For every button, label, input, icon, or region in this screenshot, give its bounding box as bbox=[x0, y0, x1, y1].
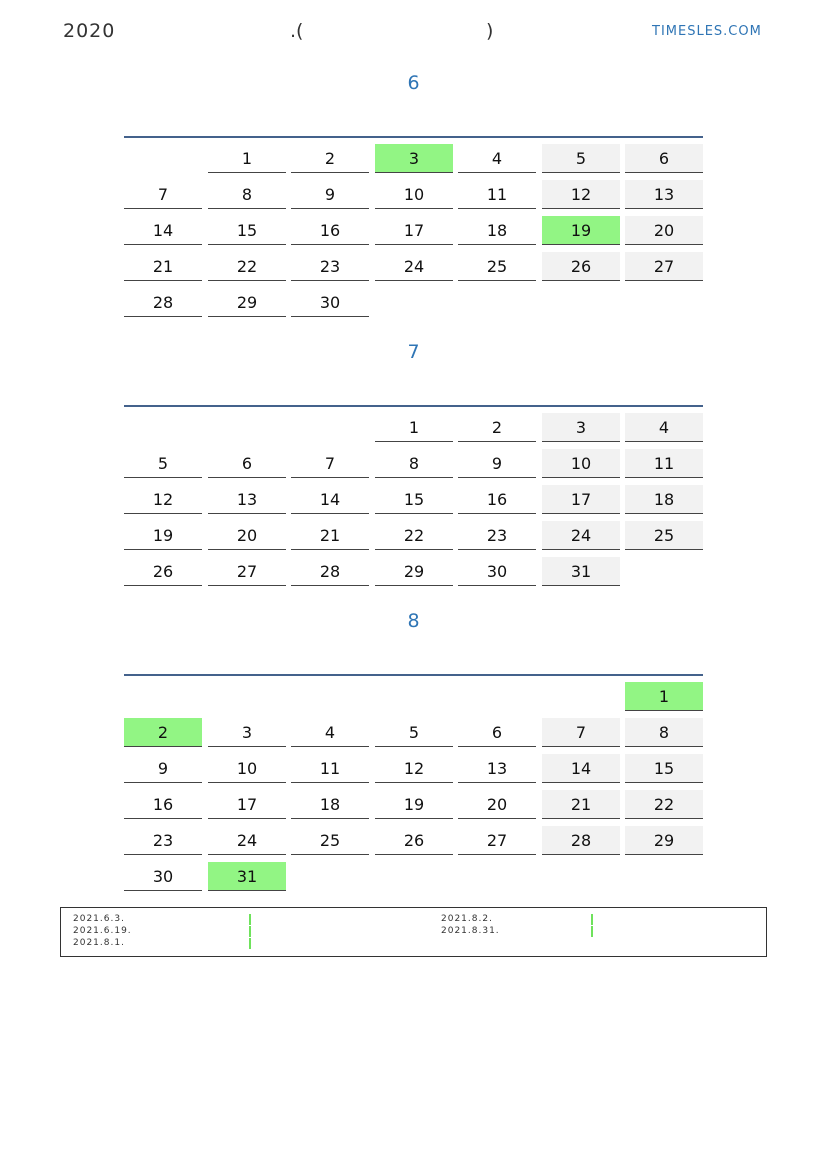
day-cell: 8 bbox=[208, 180, 286, 209]
day-cell: 29 bbox=[625, 826, 703, 855]
day-cell: 22 bbox=[208, 252, 286, 281]
day-cell: 14 bbox=[542, 754, 620, 783]
day-cell: 24 bbox=[208, 826, 286, 855]
day-cell: 28 bbox=[291, 557, 369, 586]
day-cell: 15 bbox=[625, 754, 703, 783]
day-cell: 1 bbox=[625, 682, 703, 711]
day-cell: 11 bbox=[291, 754, 369, 783]
day-cell: 19 bbox=[542, 216, 620, 245]
day-cell: 2 bbox=[458, 413, 536, 442]
day-cell: 6 bbox=[625, 144, 703, 173]
day-cell: 26 bbox=[542, 252, 620, 281]
day-cell: 3 bbox=[542, 413, 620, 442]
day-cell: 20 bbox=[458, 790, 536, 819]
day-cell: 2 bbox=[124, 718, 202, 747]
holiday-legend bbox=[60, 907, 767, 957]
day-cell: 18 bbox=[625, 485, 703, 514]
day-cell: 9 bbox=[458, 449, 536, 478]
day-cell: 5 bbox=[124, 449, 202, 478]
day-cell: 11 bbox=[625, 449, 703, 478]
day-cell: 14 bbox=[124, 216, 202, 245]
day-cell: 22 bbox=[625, 790, 703, 819]
day-cell: 7 bbox=[542, 718, 620, 747]
day-cell: 21 bbox=[291, 521, 369, 550]
day-cell: 30 bbox=[291, 288, 369, 317]
day-cell: 10 bbox=[375, 180, 453, 209]
day-cell: 6 bbox=[208, 449, 286, 478]
day-cell: 22 bbox=[375, 521, 453, 550]
day-cell: 12 bbox=[124, 485, 202, 514]
day-cell: 25 bbox=[625, 521, 703, 550]
day-cell: 18 bbox=[458, 216, 536, 245]
day-cell: 16 bbox=[458, 485, 536, 514]
day-cell: 14 bbox=[291, 485, 369, 514]
day-cell: 29 bbox=[375, 557, 453, 586]
day-cell: 20 bbox=[625, 216, 703, 245]
day-cell: 4 bbox=[625, 413, 703, 442]
day-cell: 20 bbox=[208, 521, 286, 550]
header-title-open: .( bbox=[290, 20, 304, 42]
legend-date: 2021.8.1. bbox=[73, 938, 125, 948]
day-cell: 12 bbox=[375, 754, 453, 783]
day-cell: 7 bbox=[124, 180, 202, 209]
day-cell: 3 bbox=[375, 144, 453, 173]
month-title: 6 bbox=[407, 72, 420, 94]
month-divider bbox=[124, 674, 703, 676]
day-cell: 5 bbox=[542, 144, 620, 173]
day-cell: 1 bbox=[375, 413, 453, 442]
day-cell: 30 bbox=[458, 557, 536, 586]
day-cell: 28 bbox=[124, 288, 202, 317]
day-cell: 21 bbox=[542, 790, 620, 819]
day-cell: 29 bbox=[208, 288, 286, 317]
header-year: 2020 bbox=[63, 20, 116, 42]
day-cell: 16 bbox=[291, 216, 369, 245]
day-cell: 19 bbox=[375, 790, 453, 819]
day-cell: 25 bbox=[458, 252, 536, 281]
day-cell: 5 bbox=[375, 718, 453, 747]
day-cell: 18 bbox=[291, 790, 369, 819]
day-cell: 2 bbox=[291, 144, 369, 173]
day-cell: 13 bbox=[625, 180, 703, 209]
site-link[interactable]: TIMESLES.COM bbox=[652, 24, 762, 39]
day-cell: 24 bbox=[375, 252, 453, 281]
day-cell: 8 bbox=[625, 718, 703, 747]
day-cell: 1 bbox=[208, 144, 286, 173]
day-cell: 17 bbox=[208, 790, 286, 819]
month-divider bbox=[124, 405, 703, 407]
day-cell: 9 bbox=[291, 180, 369, 209]
day-cell: 26 bbox=[375, 826, 453, 855]
legend-date: 2021.6.19. bbox=[73, 926, 132, 936]
day-cell: 12 bbox=[542, 180, 620, 209]
day-cell: 13 bbox=[208, 485, 286, 514]
day-cell: 11 bbox=[458, 180, 536, 209]
day-cell: 13 bbox=[458, 754, 536, 783]
legend-marker bbox=[591, 926, 593, 937]
legend-marker bbox=[249, 938, 251, 949]
day-cell: 4 bbox=[291, 718, 369, 747]
day-cell: 27 bbox=[208, 557, 286, 586]
legend-date: 2021.8.31. bbox=[441, 926, 500, 936]
day-cell: 3 bbox=[208, 718, 286, 747]
day-cell: 23 bbox=[124, 826, 202, 855]
day-cell: 28 bbox=[542, 826, 620, 855]
legend-date: 2021.6.3. bbox=[73, 914, 125, 924]
day-cell: 23 bbox=[291, 252, 369, 281]
day-cell: 4 bbox=[458, 144, 536, 173]
month-title: 8 bbox=[407, 610, 420, 632]
day-cell: 31 bbox=[542, 557, 620, 586]
day-cell: 25 bbox=[291, 826, 369, 855]
day-cell: 10 bbox=[208, 754, 286, 783]
day-cell: 10 bbox=[542, 449, 620, 478]
header-title-close: ) bbox=[486, 20, 494, 42]
day-cell: 19 bbox=[124, 521, 202, 550]
legend-marker bbox=[591, 914, 593, 925]
day-cell: 15 bbox=[375, 485, 453, 514]
day-cell: 15 bbox=[208, 216, 286, 245]
day-cell: 23 bbox=[458, 521, 536, 550]
legend-date: 2021.8.2. bbox=[441, 914, 493, 924]
day-cell: 24 bbox=[542, 521, 620, 550]
day-cell: 31 bbox=[208, 862, 286, 891]
day-cell: 17 bbox=[375, 216, 453, 245]
legend-marker bbox=[249, 926, 251, 937]
day-cell: 16 bbox=[124, 790, 202, 819]
day-cell: 26 bbox=[124, 557, 202, 586]
day-cell: 30 bbox=[124, 862, 202, 891]
day-cell: 8 bbox=[375, 449, 453, 478]
day-cell: 6 bbox=[458, 718, 536, 747]
legend-marker bbox=[249, 914, 251, 925]
day-cell: 27 bbox=[458, 826, 536, 855]
month-divider bbox=[124, 136, 703, 138]
day-cell: 7 bbox=[291, 449, 369, 478]
day-cell: 17 bbox=[542, 485, 620, 514]
day-cell: 27 bbox=[625, 252, 703, 281]
month-title: 7 bbox=[407, 341, 420, 363]
day-cell: 21 bbox=[124, 252, 202, 281]
day-cell: 9 bbox=[124, 754, 202, 783]
